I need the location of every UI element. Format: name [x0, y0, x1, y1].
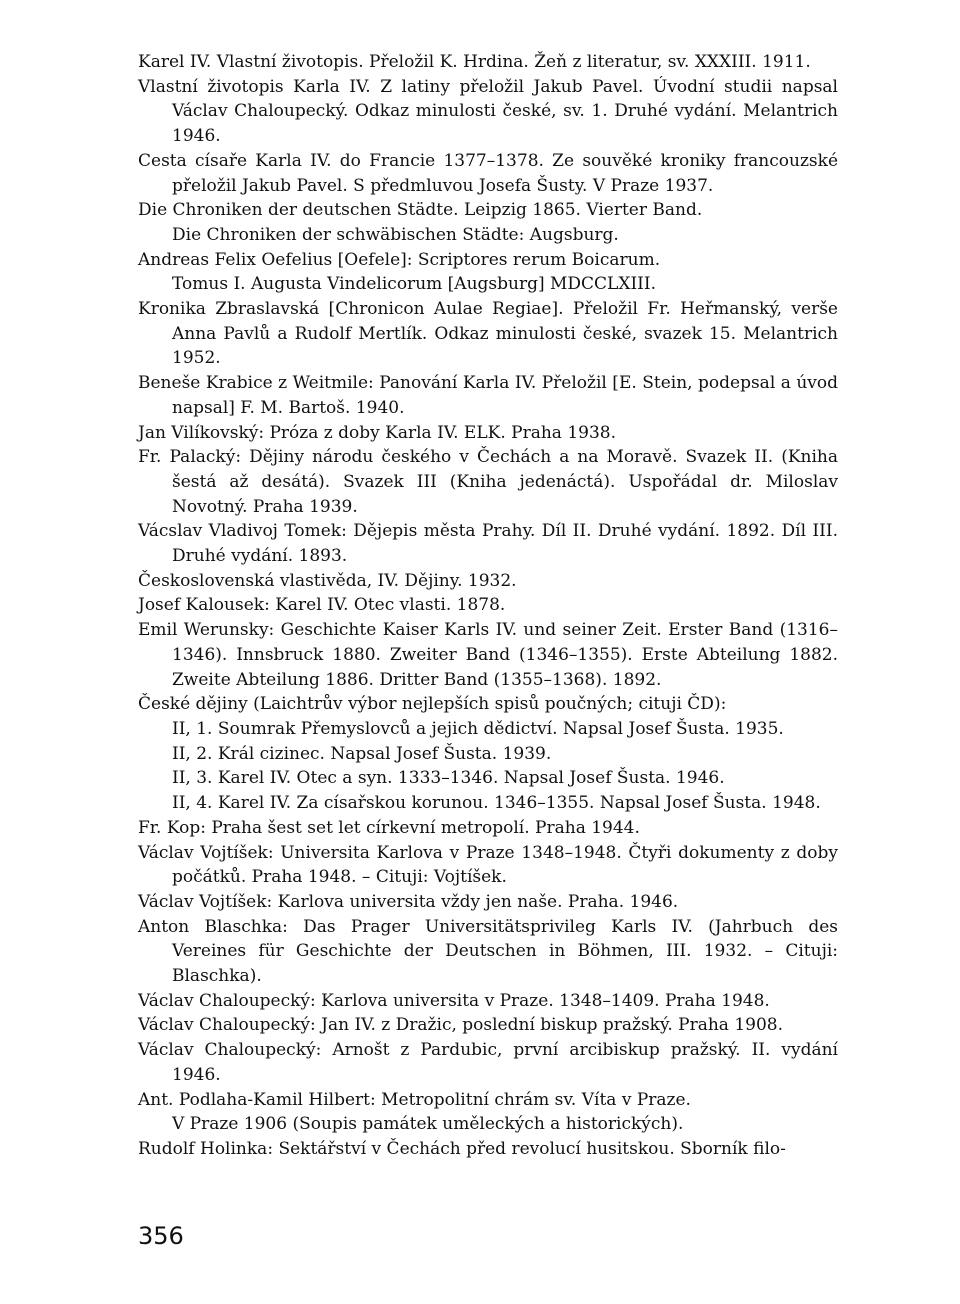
- bibliography-entry: Die Chroniken der schwäbischen Städte: Augsburg.: [172, 224, 619, 245]
- bibliography-entry: Anton Blaschka: Das Prager Universitätsprivileg Karls IV. (Jahrbuch des Vereines für Geschichte der Deutschen in Böhmen, III. 1932. – Cituji: Blaschka).: [138, 916, 838, 987]
- bibliography-entry: Tomus I. Augusta Vindelicorum [Augsburg] MDCCLXIII.: [172, 274, 656, 295]
- bibliography-entry: V Praze 1906 (Soupis památek uměleckých a historických).: [172, 1114, 684, 1135]
- bibliography-entry: Beneše Krabice z Weitmile: Panování Karla IV. Přeložil [E. Stein, podepsal a úvod napsal] F. M. Bartoš. 1940.: [138, 373, 838, 418]
- bibliography-entry: Václav Chaloupecký: Jan IV. z Dražic, poslední biskup pražský. Praha 1908.: [138, 1015, 783, 1036]
- bibliography-entry: II, 3. Karel IV. Otec a syn. 1333–1346. Napsal Josef Šusta. 1946.: [172, 768, 725, 789]
- bibliography-entry: Jan Vilíkovský: Próza z doby Karla IV. ELK. Praha 1938.: [138, 422, 616, 443]
- bibliography-entry: Josef Kalousek: Karel IV. Otec vlasti. 1878.: [138, 595, 506, 616]
- bibliography-entry: Vlastní životopis Karla IV. Z latiny přeložil Jakub Pavel. Úvodní studii napsal Václav Chaloupecký. Odkaz minulosti české, sv. 1. Druhé vydání. Melantrich 1946.: [138, 76, 838, 147]
- bibliography-entry: Československá vlastivěda, IV. Dějiny. 1932.: [138, 570, 517, 591]
- bibliography-list: [138, 50, 838, 1162]
- bibliography-entry: Emil Werunsky: Geschichte Kaiser Karls IV. und seiner Zeit. Erster Band (1316–1346). Innsbruck 1880. Zweiter Band (1346–1355). Erste Abteilung 1882. Zweite Abteilung 1886. Dritter Band (1355–1368). 1892.: [138, 620, 838, 690]
- bibliography-entry: Ant. Podlaha-Kamil Hilbert: Metropolitní chrám sv. Víta v Praze.: [138, 1089, 691, 1110]
- bibliography-entry: Cesta císaře Karla IV. do Francie 1377–1378. Ze souvěké kroniky francouzské přeložil Jakub Pavel. S předmluvou Josefa Šusty. V Praze 1937.: [138, 150, 838, 196]
- bibliography-entry: Fr. Palacký: Dějiny národu českého v Čechách a na Moravě. Svazek II. (Kniha šestá až desátá). Svazek III (Kniha jedenáctá). Uspořádal dr. Miloslav Novotný. Praha 1939.: [138, 447, 838, 517]
- bibliography-entry: Václav Vojtíšek: Universita Karlova v Praze 1348–1948. Čtyři dokumenty z doby počátků. Praha 1948. – Cituji: Vojtíšek.: [138, 842, 838, 888]
- bibliography-entry: II, 2. Král cizinec. Napsal Josef Šusta. 1939.: [172, 743, 552, 764]
- bibliography-entry: Kronika Zbraslavská [Chronicon Aulae Regiae]. Přeložil Fr. Heřmanský, verše Anna Pavlů a Rudolf Mertlík. Odkaz minulosti české, svazek 15. Melantrich 1952.: [138, 299, 838, 369]
- bibliography-entry: Václav Vojtíšek: Karlova universita vždy jen naše. Praha. 1946.: [138, 891, 679, 912]
- bibliography-entry: Václav Chaloupecký: Arnošt z Pardubic, první arcibiskup pražský. II. vydání 1946.: [138, 1040, 838, 1085]
- bibliography-entry: Karel IV. Vlastní životopis. Přeložil K. Hrdina. Žeň z literatur, sv. XXXIII. 1911.: [138, 52, 811, 72]
- bibliography-entry: Václav Chaloupecký: Karlova universita v Praze. 1348–1409. Praha 1948.: [138, 990, 770, 1011]
- bibliography-entry: Rudolf Holinka: Sektářství v Čechách před revolucí husitskou. Sborník filo-: [138, 1138, 786, 1159]
- bibliography-entry: II, 1. Soumrak Přemyslovců a jejich dědictví. Napsal Josef Šusta. 1935.: [172, 718, 784, 739]
- bibliography-entry: Fr. Kop: Praha šest set let církevní metropolí. Praha 1944.: [138, 817, 640, 838]
- bibliography-entry: Vácslav Vladivoj Tomek: Dějepis města Prahy. Díl II. Druhé vydání. 1892. Díl III. Druhé vydání. 1893.: [138, 521, 838, 567]
- bibliography-entry: II, 4. Karel IV. Za císařskou korunou. 1346–1355. Napsal Josef Šusta. 1948.: [172, 793, 821, 814]
- bibliography-entry: České dějiny (Laichtrův výbor nejlepších spisů poučných; cituji ČD):: [138, 694, 727, 715]
- bibliography-entry: Andreas Felix Oefelius [Oefele]: Scriptores rerum Boicarum.: [138, 249, 661, 270]
- page-number: 356: [138, 1222, 184, 1250]
- bibliography-entry: Die Chroniken der deutschen Städte. Leipzig 1865. Vierter Band.: [138, 200, 703, 221]
